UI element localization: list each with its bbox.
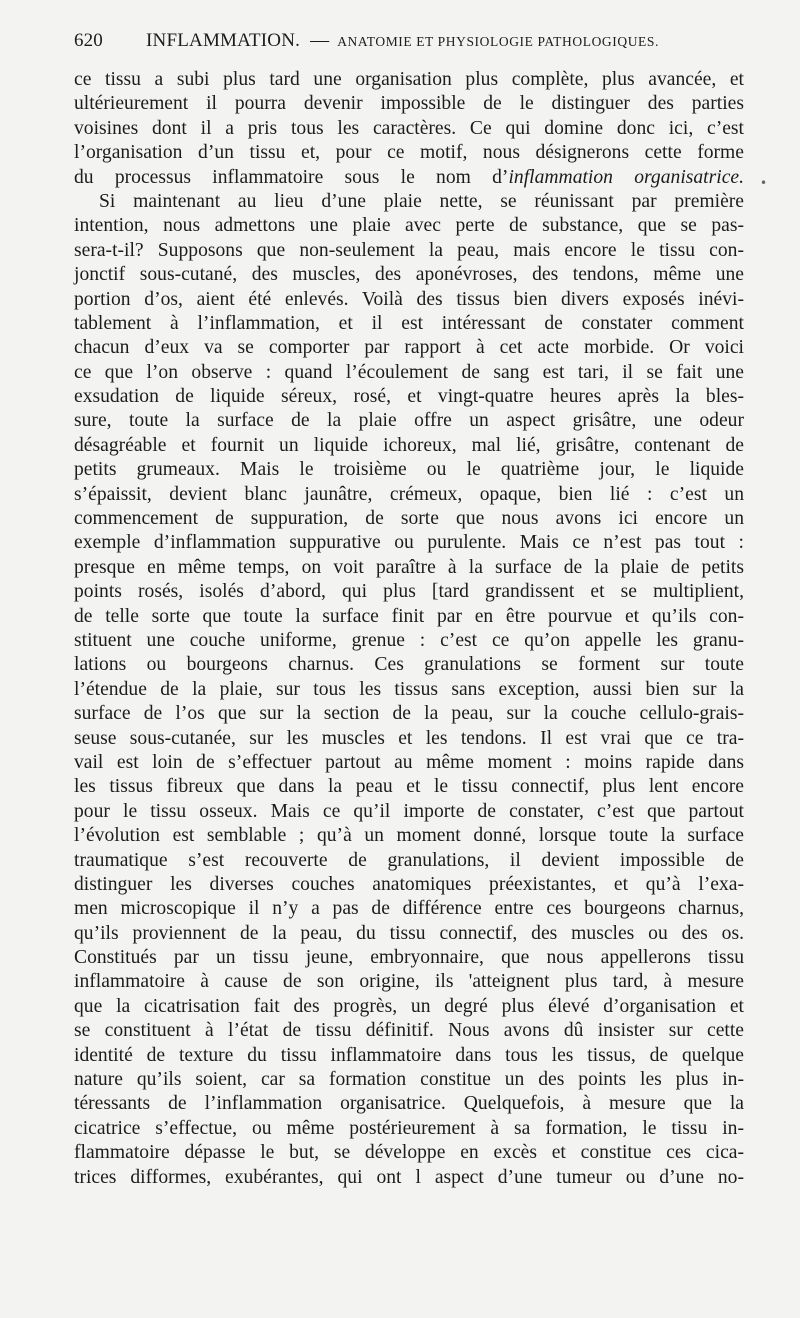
text-line: exsudation de liquide séreux, rosé, et vingt-quatre heures après la bles-: [74, 386, 744, 408]
text-line: portion d’os, aient été enlevés. Voilà des tissus bien divers exposés inévi-: [74, 288, 744, 310]
text-line: de telle sorte que toute la surface finit par en être pourvue et qu’ils con-: [74, 605, 744, 627]
text-line: téressants de l’inflammation organisatrice. Quelquefois, à mesure que la: [74, 1093, 744, 1115]
page-number: 620: [74, 30, 103, 51]
text-line: que la cicatrisation fait des progrès, un degré plus élevé d’organisation et: [74, 995, 744, 1017]
text-line: commencement de suppuration, de sorte que nous avons ici encore un: [74, 508, 744, 530]
text-line: l’étendue de la plaie, sur tous les tissus sans exception, aussi bien sur la: [74, 678, 744, 700]
text-line: vail est loin de s’effectuer partout au même moment : moins rapide dans: [74, 751, 744, 773]
text-line: les tissus fibreux que dans la peau et le tissu connectif, plus lent encore: [74, 776, 744, 798]
text-line-start: du processus inflammatoire sous le nom d’: [74, 166, 509, 188]
text-line: seuse sous-cutanée, sur les muscles et les tendons. Il est vrai que ce tra-: [74, 727, 744, 749]
text-line: inflammatoire à cause de son origine, ils 'atteignent plus tard, à mesure: [74, 971, 744, 993]
text-line: nature qu’ils soient, car sa formation constitue un des points les plus in-: [74, 1069, 744, 1091]
text-line: l’évolution est semblable ; qu’à un moment donné, lorsque toute la surface: [74, 825, 744, 847]
text-line: chacun d’eux va se comporter par rapport à cet acte morbide. Or voici: [74, 337, 744, 359]
header-dash: —: [310, 30, 330, 51]
chapter-title: INFLAMMATION.: [146, 30, 301, 51]
text-line: ce tissu a subi plus tard une organisation plus complète, plus avancée, et: [74, 69, 744, 90]
text-line: désagréable et fournit un liquide ichoreux, mal lié, grisâtre, contenant de: [74, 434, 744, 456]
text-line: men microscopique il n’y a pas de différence entre ces bourgeons charnus,: [74, 898, 744, 920]
text-line: jonctif sous-cutané, des muscles, des aponévroses, des tendons, même une: [74, 264, 744, 286]
text-line: surface de l’os que sur la section de la peau, sur la couche cellulo-grais-: [74, 703, 744, 725]
margin-dot: •: [760, 176, 768, 190]
text-line: sera-t-il? Supposons que non-seulement la peau, mais encore le tissu con-: [74, 239, 744, 261]
text-line: flammatoire dépasse le but, se développe en excès et constitue ces cica-: [74, 1142, 744, 1164]
text-line: points rosés, isolés d’abord, qui plus [tard grandissent et se multiplient,: [74, 581, 744, 603]
paragraph-start-line: Si maintenant au lieu d’une plaie nette, se réunissant par première: [99, 190, 744, 212]
text-line: l’organisation d’un tissu et, pour ce motif, nous désignerons cette forme: [74, 142, 744, 164]
text-line: distinguer les diverses couches anatomiques préexistantes, et qu’à l’exa-: [74, 873, 744, 895]
text-line: trices difformes, exubérantes, qui ont l aspect d’une tumeur ou d’une no-: [74, 1166, 744, 1188]
text-line: petits grumeaux. Mais le troisième ou le quatrième jour, le liquide: [74, 459, 744, 481]
text-line: presque en même temps, on voit paraître à la surface de la plaie de petits: [74, 556, 744, 578]
text-line: sure, toute la surface de la plaie offre un aspect grisâtre, une odeur: [74, 410, 744, 432]
text-line: cicatrice s’effectue, ou même postérieurement à sa formation, le tissu in-: [74, 1117, 744, 1139]
text-line: s’épaissit, devient blanc jaunâtre, crémeux, opaque, bien lié : c’est un: [74, 483, 744, 505]
text-line: intention, nous admettons une plaie avec perte de substance, que se pas-: [74, 215, 744, 237]
text-line: pour le tissu osseux. Mais ce qu’il importe de constater, c’est que partout: [74, 800, 744, 822]
text-line: voisines dont il a pris tous les caractères. Ce qui domine donc ici, c’est: [74, 117, 744, 139]
running-head: [74, 30, 744, 64]
text-line: identité de texture du tissu inflammatoire dans tous les tissus, de quelque: [74, 1044, 744, 1066]
text-line: lations ou bourgeons charnus. Ces granulations se forment sur toute: [74, 654, 744, 676]
text-line: exemple d’inflammation suppurative ou purulente. Mais ce n’est pas tout :: [74, 532, 744, 554]
text-line: [74, 166, 744, 190]
text-line: se constituent à l’état de tissu définitif. Nous avons dû insister sur cette: [74, 1020, 744, 1042]
text-line: traumatique s’est recouverte de granulations, il devient impossible de: [74, 849, 744, 871]
text-line: tablement à l’inflammation, et il est intéressant de constater comment: [74, 312, 744, 334]
text-line: ultérieurement il pourra devenir impossible de le distinguer des parties: [74, 93, 744, 115]
text-line: ce que l’on observe : quand l’écoulement de sang est tari, il se fait une: [74, 361, 744, 383]
italic-term: inflammation organisatrice.: [508, 166, 744, 188]
text-line: stituent une couche uniforme, grenue : c’est ce qu’on appelle les granu-: [74, 629, 744, 651]
text-line: qu’ils proviennent de la peau, du tissu connectif, des muscles ou des os.: [74, 922, 744, 944]
section-title: ANATOMIE ET PHYSIOLOGIE PATHOLOGIQUES.: [337, 34, 659, 49]
book-page: [74, 30, 744, 1190]
text-line: Constitués par un tissu jeune, embryonnaire, que nous appellerons tissu: [74, 947, 744, 969]
body-text: [74, 68, 744, 1190]
